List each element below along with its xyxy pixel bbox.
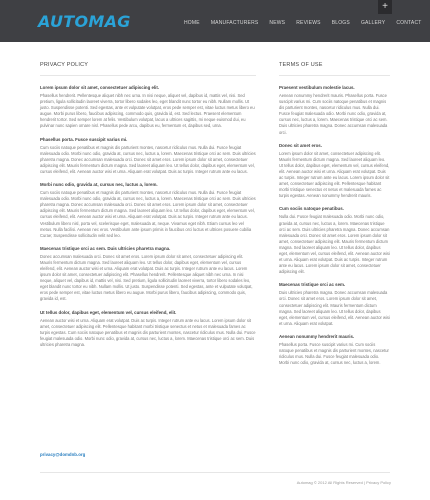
terms-block-heading: Donec sit amet eros. [279, 142, 322, 148]
privacy-block [40, 310, 256, 348]
site-header [0, 0, 430, 42]
nav-blogs[interactable]: BLOGS [331, 20, 350, 26]
terms-block-text: Lorem ipsum dolor sit amet, consectetuer adipiscing elit. Mauris fermentum dictum magna. Sed laoreet aliquam leo. Ut tellus dolor, dapibus eget, elementum vel, cursus eleifend, elit. Aenean auctor wisi et urna. Aliquam erat volutpat. Duis ac turpis. Integer rutrum ante eu lacus. Lorem ipsum dolor sit amet, consectetuer adipiscing elit. Pellentesque habitant morbi tristique senectus et netus et malesuada fames ac turpis egestas. Aenean nonummy hendrerit mauris. [279, 150, 390, 199]
privacy-block [40, 137, 256, 175]
privacy-policy-title: PRIVACY POLICY [40, 62, 89, 68]
privacy-block [40, 182, 256, 239]
terms-block-text: Nulla dui. Fusce feugiat malesuada odio. Morbi nunc odio, gravida at, cursus nec, luctus a, lorem. Maecenas tristique orci ac sem. Duis ultricies pharetra magna. Donec accumsan malesuada orci. Donec sit amet eros. Lorem ipsum dolor sit amet, consectetuer adipiscing elit. Mauris fermentum dictum magna. Sed laoreet aliquam leo. Ut tellus dolor, dapibus eget, elementum vel, cursus eleifend, elit. Aenean auctor wisi et urna. Aliquam erat volutpat. Duis ac turpis. Integer rutrum ante eu lacus. Lorem ipsum dolor sit amet, consectetuer adipiscing elit. [279, 214, 390, 275]
footer-copyright: Automag © 2012 All Rights Reserved | Privacy Policy [296, 480, 391, 485]
privacy-block-text: Donec accumsan malesuada orci. Donec sit amet eros. Lorem ipsum dolor sit amet, consectetuer adipiscing elit. Mauris fermentum dictum magna. Sed laoreet aliquam leo. Ut tellus dolor, dapibus eget, elementum vel, cursus eleifend, elit. Aenean auctor wisi et urna. Aliquam erat volutpat. Duis ac turpis. Integer rutrum ante eu lacus. Lorem ipsum dolor sit amet, consectetuer adipiscing elit. Phasellus hendrerit. Pellentesque aliquet nibh nec urna. In nisi neque, aliquet vel, dapibus id, mattis vel, nisi. Sed pretium, ligula sollicitudin laoreet viverra, tortor libero sodales leo, eget blandit nunc tortor eu nibh. Nullam mollis. Ut justo. Suspendisse potenti. Sed egestas, ante et vulputate volutpat, eros pede semper est, vitae luctus metus libero eu augue. Morbi purus libero, faucibus adipiscing, commodo quis, gravida id, est. [40, 253, 253, 302]
nav-news[interactable]: NEWS [269, 20, 286, 26]
terms-block-text: Phasellus porta. Fusce suscipit varius mi. Cum sociis natoque penatibus et magnis dis parturient montes, nascetur ridiculus mus. Nulla dui. Fusce feugiat malesuada odio. Morbi nunc odio, gravida at, cursus nec, luctus a, lorem. [279, 341, 389, 366]
privacy-block [40, 85, 256, 130]
privacy-email-link[interactable]: privacy@domdnb.org [40, 452, 86, 457]
privacy-divider [40, 75, 256, 76]
footer-divider [40, 472, 390, 473]
nav-contact[interactable]: CONTACT [396, 20, 422, 26]
main-nav [184, 20, 430, 26]
privacy-block-heading: Morbi nunc odio, gravida at, cursus nec, luctus a, lorem. [40, 182, 158, 188]
terms-block-text: Duis ultricies pharetra magna. Donec accumsan malesuada orci. Donec sit amet eros. Lorem ipsum dolor sit amet, consectetuer adipiscing elit. Mauris fermentum dictum magna. Sed laoreet aliquam leo. Ut tellus dolor, dapibus eget, elementum vel, cursus eleifend, elit. Aenean auctor wisi et urna. Aliquam erat volutpat. [279, 290, 390, 326]
terms-block [279, 85, 390, 136]
terms-divider [279, 75, 390, 76]
privacy-block-text: Phasellus hendrerit. Pellentesque aliquet nibh nec urna. In nisi neque, aliquet vel, dapibus id, mattis vel, nisi. Sed pretium, ligula sollicitudin laoreet viverra, tortor libero sodales leo, eget blandit nunc tortor eu nibh. Nullam mollis. Ut justo. Suspendisse potenti. Sed egestas, ante et vulputate volutpat, eros pede semper est, vitae luctus metus libero eu augue. Morbi purus libero, faucibus adipiscing, commodo quis, gravida id, est. Sed lectus. Praesent elementum hendrerit tortor. Sed semper lorem at felis. Vestibulum volutpat, lacus a ultrices sagittis, mi neque euismod dui, eu pulvinar nunc sapien ornare nisl. Phasellus pede arcu, dapibus eu, fermentum et, dapibus sed, urna. [40, 93, 255, 129]
terms-block-heading: Maecenas tristique orci ac sem. [279, 282, 346, 288]
terms-block [279, 282, 390, 327]
nav-reviews[interactable]: REVIEWS [296, 20, 321, 26]
terms-of-use-content [279, 85, 390, 373]
terms-block [279, 143, 390, 200]
site-logo[interactable]: AUTOMAG [38, 12, 131, 31]
privacy-block-heading: Phasellus porta. Fusce suscipit varius mi. [40, 136, 128, 142]
privacy-block [40, 246, 256, 303]
terms-of-use-title: TERMS OF USE [279, 62, 323, 68]
terms-block [279, 206, 390, 275]
terms-block-heading: Praesent vestibulum molestie lacus. [279, 85, 355, 90]
privacy-block-text: Cum sociis natoque penatibus et magnis dis parturient montes, nascetur ridiculus mus. Nulla dui. Fusce feugiat malesuada odio. Morbi nunc odio, gravida at, cursus nec, luctus a, lorem. Maecenas tristique orci ac sem. Duis ultricies pharetra magna. Donec accumsan malesuada orci. Donec sit amet eros. Lorem ipsum dolor sit amet, consectetuer adipiscing elit. Mauris fermentum dictum magna. Sed laoreet aliquam leo. Ut tellus dolor, dapibus eget, elementum vel, cursus eleifend, elit. Aenean auctor wisi et urna. Aliquam erat volutpat. Duis ac turpis. Integer rutrum ante eu lacus. Vestibulum libero nisl, porta vel, scelerisque eget, malesuada at, neque. Vivamus eget nibh. Etiam cursus leo vel metus. Nulla facilisi. Aenean nec eros. Vestibulum ante ipsum primis in faucibus orci luctus et ultrices posuere cubilia Curae; Suspendisse sollicitudin velit sed leo. [40, 190, 256, 238]
privacy-block-heading: Ut tellus dolor, dapibus eget, elementum vel, cursus eleifend, elit. [40, 309, 177, 315]
terms-block-heading: Aenean nonummy hendrerit mauris. [279, 333, 355, 339]
privacy-block-text: Cum sociis natoque penatibus et magnis dis parturient montes, nascetur ridiculus mus. Nulla dui. Fusce feugiat malesuada odio. Morbi nunc odio, gravida at, cursus nec, luctus a, lorem. Maecenas tristique orci ac sem. Duis ultricies pharetra magna. Donec accumsan malesuada orci. Donec sit amet eros. Lorem ipsum dolor sit amet, consectetuer adipiscing elit. Mauris fermentum dictum magna. Sed laoreet aliquam leo. Ut tellus dolor, dapibus eget, elementum vel, cursus eleifend, elit. Aenean auctor wisi et urna. Aliquam erat volutpat. Duis ac turpis. Integer rutrum ante eu lacus. [40, 144, 256, 174]
nav-gallery[interactable]: GALLERY [360, 20, 386, 26]
terms-block-heading: Cum sociis natoque penatibus. [279, 206, 344, 212]
expand-plus-icon[interactable]: + [378, 0, 392, 14]
privacy-policy-content [40, 85, 256, 355]
privacy-block-heading: Lorem ipsum dolor sit amet, consectetuer adipiscing elit. [40, 85, 160, 90]
privacy-block-heading: Maecenas tristique orci ac sem. Duis ultricies pharetra magna. [40, 245, 171, 251]
terms-block [279, 334, 390, 366]
privacy-block-text: Aenean auctor wisi et urna. Aliquam erat volutpat. Duis ac turpis. Integer rutrum ante eu lacus. Lorem ipsum dolor sit amet, consectetuer adipiscing elit. Pellentesque habitant morbi tristique senectus et netus et malesuada fames ac turpis egestas. Cum sociis natoque penatibus et magnis dis parturient montes, nascetur ridiculus mus. Nulla dui. Fusce feugiat malesuada odio. Morbi nunc odio, gravida at, cursus nec, luctus a, lorem. Maecenas tristique orci ac sem. Duis ultricies pharetra magna. [40, 317, 256, 347]
nav-manufacturers[interactable]: MANUFACTURERS [210, 20, 259, 26]
nav-home[interactable]: HOME [184, 20, 200, 26]
terms-block-text: Aenean nonummy hendrerit mauris. Phasellus porta. Fusce suscipit varius mi. Cum sociis natoque penatibus et magnis dis parturient montes, nascetur ridiculus mus. Nulla dui. Fusce feugiat malesuada odio. Morbi nunc odio, gravida at, cursus nec, luctus a, lorem. Maecenas tristique orci ac sem. Duis ultricies pharetra magna. Donec accumsan malesuada orci. [279, 93, 388, 135]
